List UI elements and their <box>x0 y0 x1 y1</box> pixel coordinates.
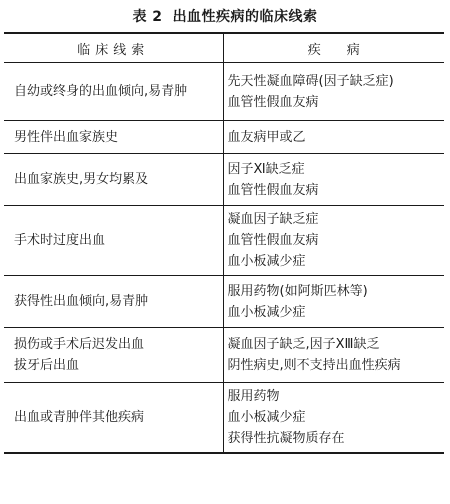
table-row <box>4 63 444 121</box>
clue-cell <box>4 63 223 121</box>
disease-text: 阴性病史,则不支持出血性疾病 <box>227 358 401 373</box>
header-row <box>4 33 444 63</box>
clue-cell <box>4 154 223 206</box>
table-row <box>4 206 444 276</box>
disease-text: 凝血因子缺乏症 <box>227 212 319 227</box>
disease-text: 服用药物(如阿斯匹林等) <box>227 283 368 299</box>
table-row <box>4 276 444 328</box>
clue-text: 自幼或终身的出血倾向,易青肿 <box>14 84 188 99</box>
table-row <box>4 121 444 154</box>
disease-cell <box>223 154 444 206</box>
table-body <box>4 63 444 453</box>
header-disease: 疾病 <box>223 33 444 63</box>
table-row <box>4 154 444 206</box>
table-caption: 出血性疾病的临床线索 <box>172 9 318 25</box>
disease-text: 血管性假血友病 <box>227 182 319 198</box>
table-number: 表 2 <box>132 9 163 25</box>
disease-cell <box>223 276 444 328</box>
table-row <box>4 328 444 383</box>
clue-cell <box>4 121 223 154</box>
disease-text: 血管性假血友病 <box>227 233 319 248</box>
disease-cell <box>223 63 444 121</box>
clue-text: 手术时过度出血 <box>14 233 106 248</box>
clue-text: 男性伴出血家族史 <box>14 129 119 145</box>
clue-text: 出血家族史,男女均累及 <box>14 172 149 187</box>
disease-text: 血管性假血友病 <box>227 94 319 110</box>
header-clue: 临床线索 <box>4 33 223 63</box>
clue-cell <box>4 276 223 328</box>
disease-cell <box>223 383 444 453</box>
disease-text: 服用药物 <box>227 388 280 404</box>
disease-text: 血小板减少症 <box>227 409 306 425</box>
clue-text: 损伤或手术后迟发出血 <box>14 337 145 352</box>
clue-cell <box>4 328 223 383</box>
disease-text: 血小板减少症 <box>227 254 306 269</box>
clue-text: 拔牙后出血 <box>14 358 80 373</box>
clue-text: 获得性出血倾向,易青肿 <box>14 294 149 309</box>
clue-cell <box>4 383 223 453</box>
disease-text: 血小板减少症 <box>227 304 306 320</box>
disease-text: 因子Ⅺ缺乏症 <box>227 161 305 177</box>
table-row <box>4 383 444 453</box>
disease-cell <box>223 206 444 276</box>
disease-text: 获得性抗凝物质存在 <box>227 430 345 446</box>
disease-text: 凝血因子缺乏,因子ⅩⅢ缺乏 <box>227 337 380 352</box>
disease-text: 血友病甲或乙 <box>227 129 306 145</box>
clinical-clues-table <box>4 32 444 454</box>
clue-cell <box>4 206 223 276</box>
clue-text: 出血或青肿伴其他疾病 <box>14 409 145 425</box>
disease-text: 先天性凝血障碍(因子缺乏症) <box>227 73 394 89</box>
disease-cell <box>223 121 444 154</box>
table-title <box>0 6 450 26</box>
disease-cell <box>223 328 444 383</box>
